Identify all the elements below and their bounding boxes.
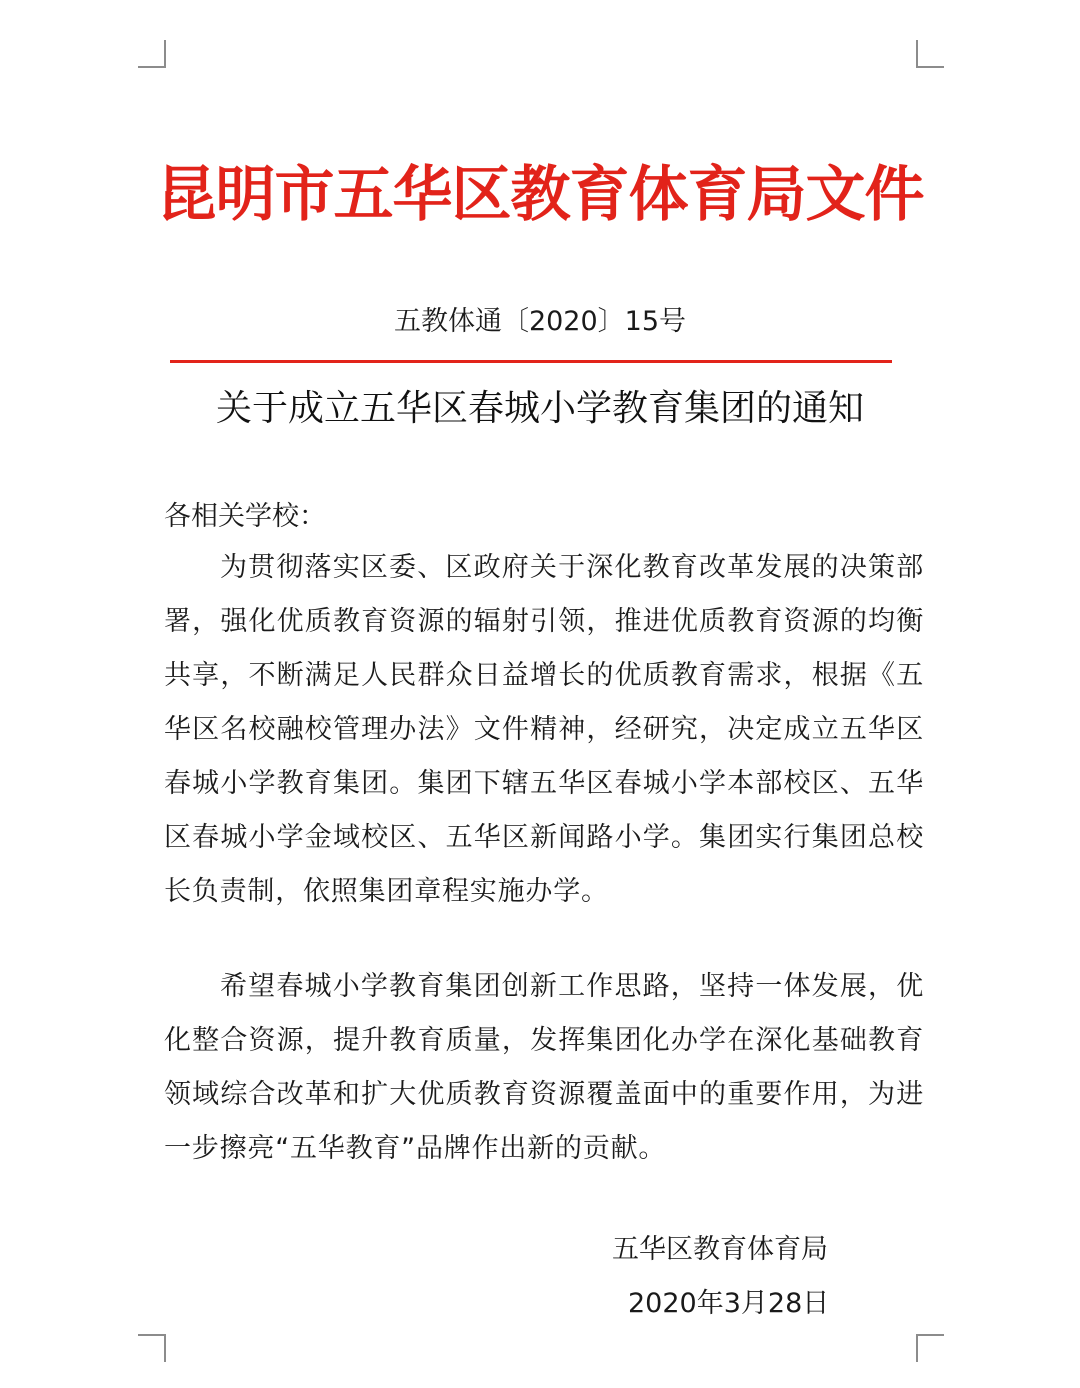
signature-organization: 五华区教育体育局: [612, 1234, 828, 1265]
issuer-header: 昆明市五华区教育体育局文件: [156, 160, 924, 230]
crop-mark-top-right: [916, 40, 944, 68]
crop-mark-bottom-right: [916, 1334, 944, 1362]
notice-title: 关于成立五华区春城小学教育集团的通知: [215, 388, 864, 429]
salutation: 各相关学校：: [164, 501, 326, 532]
body-paragraph-1: 为贯彻落实区委、区政府关于深化教育改革发展的决策部署，强化优质教育资源的辐射引领，推进优质教育资源的均衡共享，不断满足人民群众日益增长的优质教育需求，根据《五华区名校融校管理办法》文件精神，经研究，决定成立五华区春城小学教育集团。集团下辖五华区春城小学本部校区、五华区春城小学金域校区、五华区新闻路小学。集团实行集团总校长负责制，依照集团章程实施办学。: [164, 552, 924, 907]
crop-mark-bottom-left: [138, 1334, 166, 1362]
crop-mark-top-left: [138, 40, 166, 68]
document-number: 五教体通〔2020〕15号: [393, 306, 687, 337]
red-divider-line: [170, 360, 892, 363]
body-paragraph-2: 希望春城小学教育集团创新工作思路，坚持一体发展，优化整合资源，提升教育质量，发挥集团化办学在深化基础教育领域综合改革和扩大优质教育资源覆盖面中的重要作用，为进一步擦亮“五华教育”品牌作出新的贡献。: [164, 971, 924, 1164]
signature-date: 2020年3月28日: [628, 1288, 830, 1319]
